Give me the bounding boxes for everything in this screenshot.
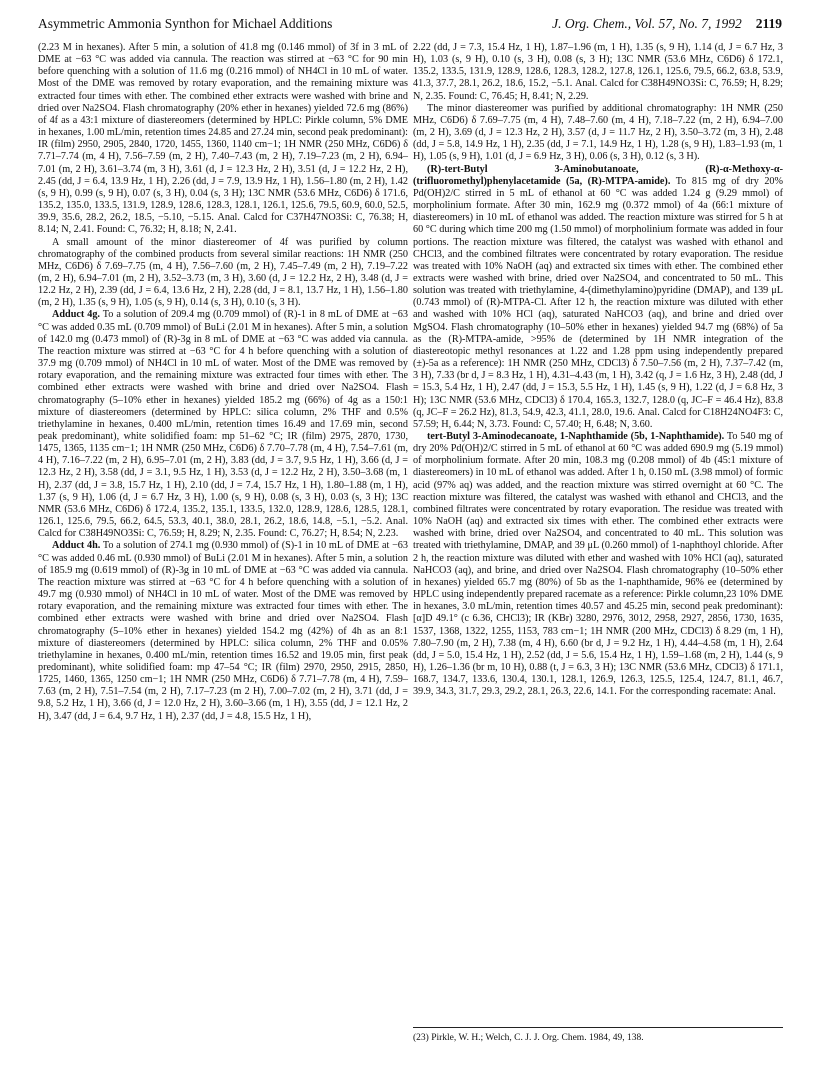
paragraph-heading: (R)-tert-Butyl 3-Aminobutanoate, (R)-α-Methoxy-α-(trifluoromethyl)phenylacetamide (5a, (R)-MTPA-amide). (413, 163, 783, 187)
journal-citation (552, 16, 782, 32)
journal-name: J. Org. Chem., (552, 16, 632, 31)
right-column (413, 42, 783, 698)
footnote: (23) Pirkle, W. H.; Welch, C. J. J. Org. Chem. 1984, 49, 138. (413, 1033, 644, 1043)
page-number: 2119 (755, 16, 782, 31)
volume-info: Vol. 57, No. 7, 1992 (634, 16, 742, 31)
footnote-divider (413, 1027, 783, 1028)
paragraph: 2.22 (dd, J = 7.3, 15.4 Hz, 1 H), 1.87–1.96 (m, 1 H), 1.35 (s, 9 H), 1.14 (d, J = 6.7 Hz, 3 H), 1.03 (s, 9 H), 0.10 (s, 3 H), 0.08 (s, 3 H); 13C NMR (53.6 MHz, C6D6) δ 172.1, 135.2, 133.5, 131.9, 128.9, 128.6, 128.3, 128.2, 127.8, 126.1, 125.6, 79.5, 66.2, 63.8, 53.9, 41.3, 37.7, 28.1, 26.2, 18.6, 15.2, −5.1. Anal. Calcd for C38H49NO3Si: C, 76.59; H, 8.29; N, 2.35. Found: C, 76.45; H, 8.41; N, 2.29. (413, 42, 783, 102)
paragraph: The minor diastereomer was purified by additional chromatography: 1H NMR (250 MHz, C6D6) δ 7.69–7.75 (m, 4 H), 7.48–7.60 (m, 4 H), 7.18–7.22 (m, 2 H), 6.94–7.00 (m, 2 H), 3.69 (d, J = 12.3 Hz, 2 H), 3.57 (d, J = 11.7 Hz, 2 H), 3.50–3.72 (m, 3 H), 2.48 (dd, J = 5.8, 14.9 Hz, 1 H), 2.35 (dd, J = 7.1, 14.9 Hz, 1 H), 1.28 (s, 9 H), 1.83–1.93 (m, 1 H), 1.05 (s, 9 H), 1.01 (d, J = 6.9 Hz, 3 H), 0.06 (s, 3 H), 0.12 (s, 3 H). (413, 102, 783, 163)
left-column (38, 42, 408, 723)
paragraph-body: To 815 mg of dry 20% Pd(OH)2/C stirred in 5 mL of ethanol at 60 °C was added 1.24 g (9.29 mmol) of morpholinium formate. After 30 min, 162.9 mg (0.372 mmol) of 4a (66:1 mixture of diastereomers) in 10 mL of ethanol was added. The reaction mixture was stirred for 5 h at 60 °C during which time 200 mg (1.50 mmol) of morpholinium formate was added in four portions. The reaction mixture was filtered, the catalyst was washed with ethanol and CHCl3, and the combined filtrates were concentrated by rotary evaporation. The residue was treated with 10% NaOH (aq) and extracted six times with ether. The combined ether extracts were washed with brine, dried over Na2SO4, and concentrated to 50 mL. This solution was treated with triethylamine, 4-(dimethylamino)pyridine (DMAP), and 139 μL (0.743 mmol) of (R)-MTPA-Cl. After 12 h, the reaction mixture was diluted with ether and washed with 10% HCl (aq), saturated NaHCO3 (aq), and brine and dried over MgSO4. Flash chromatography (10–50% ether in hexanes) yielded 94.7 mg (68%) of 5a as the (R)-MTPA-amide, >95% de (determined by 1H NMR integration of the diastereotopic methyl resonances at 1.22 and 1.28 ppm using independently prepared (±)-5a as a reference): 1H NMR (250 MHz, CDCl3) δ 7.50–7.56 (m, 2 H), 7.37–7.42 (m, 3 H), 7.33 (br d, J = 8.3 Hz, 1 H), 4.31–4.43 (m, 1 H), 3.42 (q, J = 1.6 Hz, 3 H), 2.48 (dd, J = 15.3, 5.4 Hz, 1 H), 2.47 (dd, J = 15.3, 5.5 Hz, 1 H), 1.45 (s, 9 H), 1.22 (d, J = 6.8 Hz, 3 H); 13C NMR (53.6 MHz, CDCl3) δ 170.4, 165.3, 132.7, 128.0 (q, JC–F = 46.4 Hz), 83.8 (q, JC–F = 26.2 Hz), 81.3, 54.9, 42.3, 41.1, 28.0, 19.6. Anal. Calcd for C18H24NO4F3: C, 57.59; H, 6.44; N, 3.73. Found: C, 57.40; H, 6.48; N, 3.60. (413, 175, 783, 430)
paragraph-body: To 540 mg of dry 20% Pd(OH)2/C stirred in 5 mL of ethanol at 60 °C was added 690.9 mg (5.19 mmol) of morpholinium formate. After 20 min, 108.3 mg (0.208 mmol) of 4b (45:1 mixture of diastereomers) in 10 mL of ethanol was added. After 1 h, 0.150 mL (3.98 mmol) of formic acid (97% aq) was added, and the reaction mixture was stirred overnight at 60 °C. The reaction mixture was filtered, the catalyst was washed with ethanol and CHCl3, and the combined filtrates were concentrated by rotary evaporation. The residue was treated with 10% NaOH (aq) and extracted six times with ether. The combined ether extracts were washed with brine, dried over Na2SO4, and concentrated to 40 mL. This solution was treated with triethylamine, DMAP, and 39 μL (0.260 mmol) of 1-naphthoyl chloride. After 2 h, the reaction mixture was diluted with ether and washed with 10% HCl (aq), saturated NaHCO3 (aq), and brine, and dried over Na2SO4. Flash chromatography (10–50% ether in hexanes) yielded 65.7 mg (80%) of 5b as the 1-naphthamide, 96% ee (determined by HPLC using independently prepared racemate as a reference: Pirkle column,23 10% DME in hexanes, 3.0 mL/min, retention times 40.57 and 45.25 min, second peak predominant): [α]D 49.1° (c 6.36, CHCl3); IR (KBr) 3280, 2976, 3012, 2958, 2927, 2856, 1730, 1635, 1537, 1368, 1322, 1255, 1153, 783 cm−1; 1H NMR (200 MHz, CDCl3) δ 8.29 (m, 1 H), 7.80–7.90 (m, 2 H), 7.38 (m, 4 H), 6.60 (br d, J = 9.2 Hz, 1 H), 4.44–4.58 (m, 1 H), 2.64 (dd, J = 5.0, 15.4 Hz, 1 H), 2.52 (dd, J = 5.6, 15.4 Hz, 1 H), 1.59–1.68 (m, 2 H), 1.44 (s, 9 H), 1.26–1.36 (br m, 10 H), 0.88 (t, J = 6.3, 3 H); 13C NMR (53.6 MHz, CDCl3) δ 171.1, 168.7, 134.7, 133.6, 130.4, 130.1, 128.1, 126.9, 126.3, 125.5, 125.4, 124.7, 81.1, 46.7, 39.9, 34.3, 31.7, 29.3, 29.2, 28.1, 26.3, 22.6, 14.1. For the corresponding racemate: Anal. (413, 431, 783, 698)
paragraph (38, 309, 408, 540)
paragraph-heading: tert-Butyl 3-Aminodecanoate, 1-Naphthamide (5b, 1-Naphthamide). (427, 431, 725, 442)
paragraph: (2.23 M in hexanes). After 5 min, a solution of 41.8 mg (0.146 mmol) of 3f in 3 mL of DME at −63 °C was added via cannula. The reaction was stirred at −63 °C for 90 min before quenching with a solution of 11.6 mg (0.216 mmol) of NH4Cl in 10 mL of water. Most of the DME was removed by rotary evaporation, and the remaining mixture was extracted four times with ether. The combined ether extracts were washed with brine and dried over Na2SO4. Flash chromatography (20% ether in hexanes) yielded 72.6 mg (86%) of 4f as a 43:1 mixture of diastereomers (determined by HPLC: Pirkle column, 5% DME in hexanes, 1.00 mL/min, retention times 24.85 and 27.24 min, second peak predominant): IR (film) 2950, 2905, 2840, 1720, 1455, 1360, 1140 cm−1; 1H NMR (250 MHz, C6D6) δ 7.71–7.74 (m, 4 H), 7.56–7.59 (m, 2 H), 7.40–7.43 (m, 2 H), 7.19–7.23 (m, 2 H), 6.94–7.01 (m, 2 H), 3.61–3.74 (m, 3 H), 3.61 (d, J = 12.3 Hz, 2 H), 3.51 (d, J = 12.2 Hz, 2 H), 2.45 (dd, J = 6.4, 13.9 Hz, 1 H), 2.26 (dd, J = 7.9, 13.9 Hz, 1 H), 1.56–1.80 (m, 2 H), 1.42 (s, 9 H), 0.99 (s, 9 H), 0.07 (s, 3 H), 0.04 (s, 3 H); 13C NMR (53.6 MHz, C6D6) δ 171.6, 135.2, 135.0, 133.5, 131.9, 128.9, 128.6, 128.3, 128.1, 126.1, 125.6, 79.5, 60.9, 60.0, 52.5, 39.9, 35.6, 28.2, 26.2, 18.5, −5.10, −5.15. Anal. Calcd for C37H47NO3Si: C, 76.38; H, 8.14; N, 2.41. Found: C, 76.32; H, 8.18; N, 2.41. (38, 42, 408, 236)
paragraph-heading: Adduct 4h. (52, 540, 101, 552)
running-header (38, 16, 782, 34)
paragraph: A small amount of the minor diastereomer of 4f was purified by column chromatography of the combined products from several similar reactions: 1H NMR (250 MHz, C6D6) δ 7.69–7.75 (m, 4 H), 7.56–7.60 (m, 2 H), 7.45–7.49 (m, 2 H), 7.19–7.22 (m, 2 H), 6.94–7.01 (m, 2 H), 3.52–3.73 (m, 3 H), 3.60 (d, J = 12.2 Hz, 2 H), 3.48 (d, J = 12.2 Hz, 2 H), 2.39 (dd, J = 6.4, 13.6 Hz, 2 H), 2.28 (dd, J = 8.1, 13.7 Hz, 1 H), 1.56–1.80 (m, 2 H), 1.35 (s, 9 H), 1.05 (s, 9 H), 0.14 (s, 3 H), 0.10 (s, 3 H). (38, 236, 408, 309)
running-title: Asymmetric Ammonia Synthon for Michael Additions (38, 16, 333, 31)
paragraph (413, 431, 783, 698)
paragraph (38, 540, 408, 722)
paragraph-body: To a solution of 209.4 mg (0.709 mmol) of (R)-1 in 8 mL of DME at −63 °C was added 0.35 mL (0.709 mmol) of BuLi (2.01 M in hexanes). After 5 min, a solution of 142.0 mg (0.473 mmol) of (R)-3g in 8 mL of DME at −63 °C was added via cannula. The reaction mixture was stirred at −63 °C for 4 h before quenching with a solution of 37.9 mg (0.709 mmol) of NH4Cl in 10 mL of water. Most of the DME was removed by rotary evaporation, and the remaining mixture was extracted four times with ether. The combined ether extracts were washed with brine and dried over Na2SO4. Flash chromatography (5–10% ether in hexanes) yielded 185.2 mg (66%) of 4g as a 150:1 mixture of diastereomers (determined by HPLC: silica column, 2% THF and 0.5% triethylamine in hexanes, 0.400 mL/min, retention times 16.49 and 17.69 min, second peak predominant), white solidified foam: mp 51–62 °C; IR (film) 2975, 2870, 1730, 1475, 1365, 1135 cm−1; 1H NMR (250 MHz, C6D6) δ 7.70–7.78 (m, 4 H), 7.54–7.61 (m, 4 H), 7.16–7.22 (m, 2 H), 6.95–7.01 (m, 2 H), 3.83 (dd, J = 3.7, 9.5 Hz, 1 H), 3.66 (d, J = 12.3 Hz, 2 H), 3.58 (dd, J = 3.1, 9.5 Hz, 1 H), 3.53 (d, J = 12.2 Hz, 2 H), 3.50–3.68 (m, 1 H), 2.37 (dd, J = 3.8, 15.7 Hz, 1 H), 2.10 (dd, J = 7.4, 15.7 Hz, 1 H), 1.80–1.88 (m, 1 H), 1.37 (s, 9 H), 1.06 (d, J = 6.7 Hz, 3 H), 1.00 (s, 9 H), 0.08 (s, 3 H), 0.03 (s, 3 H); 13C NMR (53.6 MHz, C6D6) δ 172.4, 135.2, 135.1, 133.5, 132.0, 128.9, 128.6, 128.5, 128.1, 126.1, 125.6, 79.5, 66.2, 64.5, 53.3, 40.1, 38.0, 28.1, 26.2, 18.6, 14.8, −5.1, −5.2. Anal. Calcd for C38H49NO3Si: C, 76.59; H, 8.29; N, 2.35. Found: C, 76.27; H, 8.54; N, 2.23. (38, 309, 408, 540)
paragraph (413, 164, 783, 431)
paragraph-body: To a solution of 274.1 mg (0.930 mmol) of (S)-1 in 10 mL of DME at −63 °C was added 0.46 mL (0.930 mmol) of BuLi (2.01 M in hexanes). After 5 min, a solution of 185.9 mg (0.619 mmol) of (R)-3g in 10 mL of DME at −63 °C was added via cannula. The reaction mixture was stirred at −63 °C for 4 h before quenching with a solution of 49.7 mg (0.930 mmol) of NH4Cl in 10 mL of water. Most of the DME was removed by rotary evaporation, and the remaining mixture was extracted four times with ether. The combined ether extracts were washed with brine and dried over Na2SO4. Flash chromatography (5–10% ether in hexanes) yielded 154.2 mg (42%) of 4h as an 8:1 mixture of diastereomers (determined by HPLC: silica column, 2% THF and 0.05% triethylamine in hexanes, 0.400 mL/min, retention times 16.52 and 19.05 min, first peak predominant), white solidified foam: mp 47–54 °C; IR (film) 2970, 2950, 2915, 2850, 1725, 1460, 1365, 1250 cm−1; 1H NMR (250 MHz, C6D6) δ 7.71–7.78 (m, 4 H), 7.59–7.63 (m, 2 H), 7.51–7.54 (m, 2 H), 7.17–7.23 (m 2 H), 7.00–7.02 (m, 2 H), 3.71 (dd, J = 9.8, 5.2 Hz, 1 H), 3.66 (d, J = 12.0 Hz, 2 H), 3.60–3.66 (m, 1 H), 3.55 (dd, J = 12.1 Hz, 2 H), 3.47 (dd, J = 6.4, 9.7 Hz, 1 H), 2.37 (dd, J = 4.8, 15.5 Hz, 1 H), (38, 540, 408, 722)
paragraph-heading: Adduct 4g. (52, 309, 100, 321)
